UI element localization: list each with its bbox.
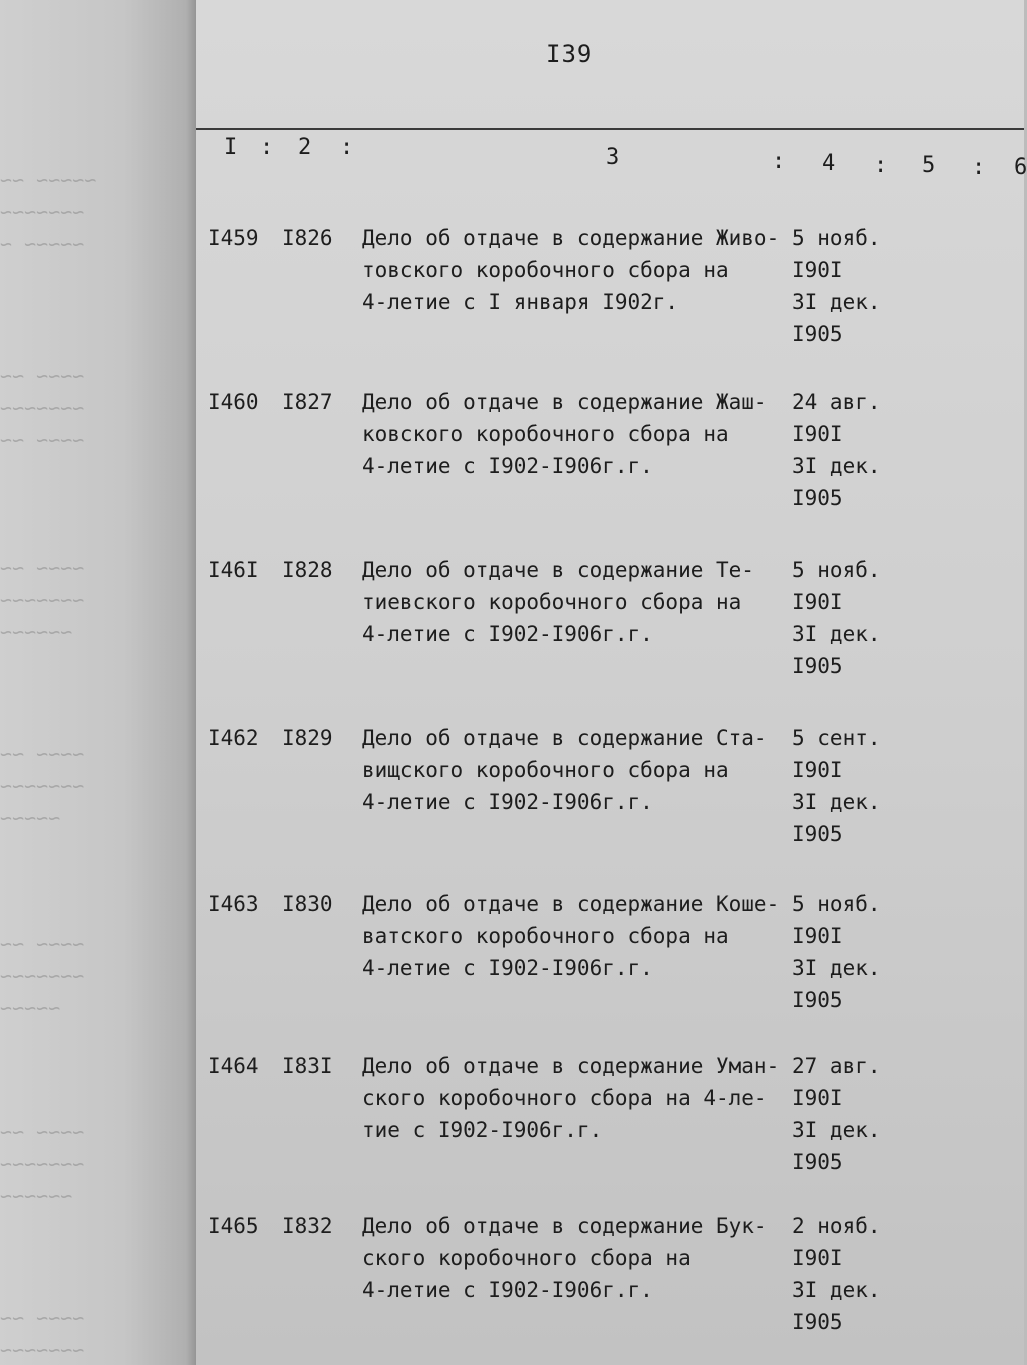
description-line: Дело об отдаче в содержание Те-	[362, 558, 754, 582]
header-separator: :	[772, 149, 786, 174]
entry-number: I465	[208, 1214, 259, 1238]
header-col-2: 2	[298, 135, 312, 160]
bleed-through-text: ~~~~~~~	[0, 1338, 85, 1362]
entry-dates	[792, 554, 881, 682]
header-separator: :	[340, 135, 354, 160]
description-line: Дело об отдаче в содержание Живо-	[362, 226, 780, 250]
header-col-3: 3	[606, 145, 620, 170]
bleed-through-text: ~~~~ ~~	[0, 428, 85, 452]
description-line: ватского коробочного сбора на	[362, 924, 729, 948]
end-year: I905	[792, 1150, 843, 1174]
end-date: 3I дек.	[792, 622, 881, 646]
bleed-through-text: ~~~~~~~	[0, 774, 85, 798]
description-line: товского коробочного сбора на	[362, 258, 729, 282]
entry-description	[362, 888, 792, 984]
description-line: тиевского коробочного сбора на	[362, 590, 742, 614]
bleed-through-text: ~~~~~~~	[0, 964, 85, 988]
end-year: I905	[792, 988, 843, 1012]
description-line: вищского коробочного сбора на	[362, 758, 729, 782]
end-date: 3I дек.	[792, 454, 881, 478]
start-date: 5 нояб.	[792, 226, 881, 250]
bleed-through-text: ~~~~ ~~	[0, 1120, 85, 1144]
entry-number: I463	[208, 892, 259, 916]
entry-description	[362, 1210, 792, 1306]
start-date: 27 авг.	[792, 1054, 881, 1078]
start-year: I90I	[792, 924, 843, 948]
start-date: 5 сент.	[792, 726, 881, 750]
bleed-through-text: ~~~~~ ~~	[0, 168, 97, 192]
start-date: 5 нояб.	[792, 558, 881, 582]
table-row	[196, 888, 1024, 1038]
start-date: 2 нояб.	[792, 1214, 881, 1238]
description-line: 4-летие с I902-I906г.г.	[362, 790, 653, 814]
description-line: 4-летие с I января I902г.	[362, 290, 679, 314]
entry-code: I830	[282, 892, 333, 916]
bleed-through-text: ~~~~~~	[0, 1184, 73, 1208]
entry-dates	[792, 888, 881, 1016]
bleed-through-text: ~~~~~~~	[0, 396, 85, 420]
description-line: Дело об отдаче в содержание Уман-	[362, 1054, 780, 1078]
entry-number: I459	[208, 226, 259, 250]
header-col-1: I	[224, 135, 238, 160]
entry-description	[362, 722, 792, 818]
entry-description	[362, 386, 792, 482]
entry-number: I460	[208, 390, 259, 414]
bleed-through-text: ~~~~~	[0, 996, 61, 1020]
entry-description	[362, 1050, 792, 1146]
start-year: I90I	[792, 258, 843, 282]
header-separator: :	[972, 155, 986, 180]
bleed-through-text: ~~~~ ~~	[0, 556, 85, 580]
table-row	[196, 1050, 1024, 1200]
description-line: 4-летие с I902-I906г.г.	[362, 1278, 653, 1302]
description-line: Дело об отдаче в содержание Бук-	[362, 1214, 767, 1238]
entry-code: I832	[282, 1214, 333, 1238]
entry-dates	[792, 386, 881, 514]
header-separator: :	[874, 153, 888, 178]
header-col-5: 5	[922, 153, 936, 178]
entry-code: I827	[282, 390, 333, 414]
entry-number: I462	[208, 726, 259, 750]
entry-code: I828	[282, 558, 333, 582]
table-row	[196, 386, 1024, 536]
description-line: Дело об отдаче в содержание Ста-	[362, 726, 767, 750]
entry-dates	[792, 722, 881, 850]
end-date: 3I дек.	[792, 956, 881, 980]
end-date: 3I дек.	[792, 1278, 881, 1302]
bleed-through-text: ~~~~~ ~	[0, 232, 85, 256]
header-separator: :	[260, 135, 274, 160]
start-date: 24 авг.	[792, 390, 881, 414]
entry-dates	[792, 222, 881, 350]
table-row	[196, 1210, 1024, 1360]
table-row	[196, 222, 1024, 372]
entry-description	[362, 222, 792, 318]
end-date: 3I дек.	[792, 1118, 881, 1142]
entry-code: I826	[282, 226, 333, 250]
bleed-through-text: ~~~~~~	[0, 620, 73, 644]
table-row	[196, 722, 1024, 872]
entry-code: I829	[282, 726, 333, 750]
bleed-through-text: ~~~~~	[0, 806, 61, 830]
description-line: 4-летие с I902-I906г.г.	[362, 956, 653, 980]
start-year: I90I	[792, 1246, 843, 1270]
end-date: 3I дек.	[792, 790, 881, 814]
entry-description	[362, 554, 792, 650]
end-year: I905	[792, 654, 843, 678]
start-year: I90I	[792, 590, 843, 614]
bleed-through-text: ~~~~ ~~	[0, 364, 85, 388]
document-page	[196, 0, 1027, 1365]
entry-dates	[792, 1050, 881, 1178]
description-line: 4-летие с I902-I906г.г.	[362, 454, 653, 478]
entry-code: I83I	[282, 1054, 333, 1078]
bleed-through-text: ~~~~ ~~	[0, 932, 85, 956]
header-col-6: 6	[1014, 155, 1027, 180]
entry-dates	[792, 1210, 881, 1338]
description-line: ского коробочного сбора на	[362, 1246, 691, 1270]
description-line: Дело об отдаче в содержание Коше-	[362, 892, 780, 916]
column-header	[196, 135, 1027, 180]
bleed-through-text: ~~~~~~~	[0, 588, 85, 612]
description-line: ковского коробочного сбора на	[362, 422, 729, 446]
start-date: 5 нояб.	[792, 892, 881, 916]
start-year: I90I	[792, 758, 843, 782]
entry-number: I46I	[208, 558, 259, 582]
start-year: I90I	[792, 1086, 843, 1110]
description-line: ского коробочного сбора на 4-ле-	[362, 1086, 767, 1110]
end-year: I905	[792, 322, 843, 346]
bleed-through-text: ~~~~~~~	[0, 200, 85, 224]
facing-page	[0, 0, 205, 1365]
table-row	[196, 554, 1024, 704]
page-number: I39	[546, 40, 593, 68]
end-year: I905	[792, 486, 843, 510]
start-year: I90I	[792, 422, 843, 446]
end-date: 3I дек.	[792, 290, 881, 314]
description-line: 4-летие с I902-I906г.г.	[362, 622, 653, 646]
bleed-through-text: ~~~~ ~~	[0, 1306, 85, 1330]
bleed-through-text: ~~~~~~~	[0, 1152, 85, 1176]
bleed-through-text: ~~~~ ~~	[0, 742, 85, 766]
description-line: Дело об отдаче в содержание Жаш-	[362, 390, 767, 414]
header-col-4: 4	[822, 151, 836, 176]
header-rule	[196, 128, 1024, 130]
end-year: I905	[792, 1310, 843, 1334]
description-line: тие с I902-I906г.г.	[362, 1118, 603, 1142]
entry-number: I464	[208, 1054, 259, 1078]
end-year: I905	[792, 822, 843, 846]
